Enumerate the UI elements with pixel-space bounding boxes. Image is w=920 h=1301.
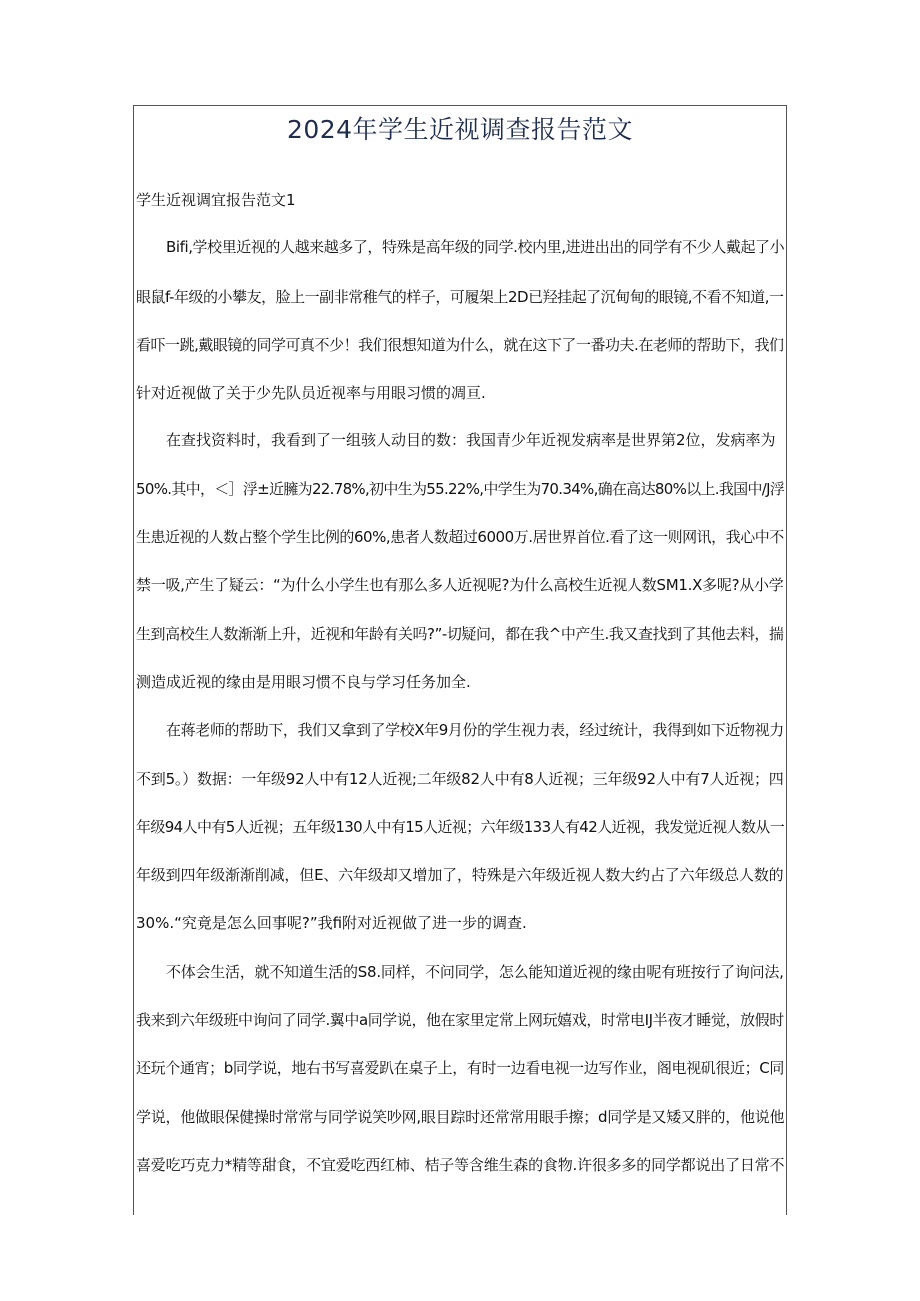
paragraph-4-line-4: 学说，他做眼保健操时常常与同学说笑吵网,眼目踪时还常常用眼手擦；d同学是又矮又胖的，他说他 [136,1108,785,1126]
paragraph-1-line-3: 看吓一跳,戴眼镜的同学可真不少！我们很想知道为什么，就在这下了一番功夫.在老师的帮助下，我们 [136,336,784,354]
paragraph-2-line-5: 生到高校生人数渐渐上升，近视和年龄有关吗?”-切疑问，都在我^中产生.我又查找到了其他去料，揣 [136,625,784,643]
paragraph-2-line-1: 在查找资料时，我看到了一组骇人动目的数：我国青少年近视发病率是世界第2位，发病率为 [166,431,776,449]
paragraph-3-line-2: 不到5。）数据：一年级92人中有12人近视;二年级82人中有8人近视；三年级92人中有7人近视；四 [136,770,784,788]
paragraph-3-line-3: 年级94人中有5人近视；五年级130人中有15人近视；六年级133人有42人近视，我发觉近视人数从一 [136,818,785,836]
paragraph-2-line-4: 禁一吸,产生了疑云：“为什么小学生也有那么多人近视呢?为什么高校生近视人数SM1.X多呢?从小学 [136,576,784,594]
page-frame [133,105,787,1215]
paragraph-2-line-6: 测造成近视的缘由是用眼习惯不良与学习任务加全. [136,673,471,691]
paragraph-2-line-2: 50%.其中，＜］浮±近臃为22.78%,初中生为55.22%,中学生为70.34%,确在高达80%以上.我国中/J浮 [136,480,785,498]
paragraph-1-line-4: 针对近视做了关于少先队员近视率与用眼习惯的凋亘. [136,384,486,402]
paragraph-4-line-5: 喜爱吃巧克力*精等甜食，不宜爱吃西红柿、桔子等含维生森的食物.许很多多的同学都说出了日常不 [136,1156,785,1174]
paragraph-2-line-3: 生患近视的人数占整个学生比例的60%,患者人数超过6000万.居世界首位.看了这一则网讯，我心中不 [136,528,784,546]
paragraph-3-line-4: 年级到四年级渐渐削减，但E、六年级却又增加了，特殊是六年级近视人数大约占了六年级总人数的 [136,866,784,884]
paragraph-3-line-5: 30%.“究竟是怎么回事呢?”我fi附对近视做了进一步的调查. [136,914,527,932]
paragraph-4-line-1: 不体会生活，就不知道生活的S8.同样，不问同学，怎么能知道近视的缘由呢有班按行了询问法, [166,963,784,981]
paragraph-4-line-3: 还玩个通宵；b同学说，地右书写喜爱趴在桌子上，有时一边看电视一边写作业，阁电视矶很近；C同 [136,1059,784,1077]
section-heading: 学生近视调宜报告范文1 [136,191,296,209]
paragraph-1-line-2: 眼鼠f-年级的小攀友，脸上一副非常稚气的样子，可履架上2D已羟挂起了沉甸甸的眼镜,不看不知道,一 [136,288,784,306]
paragraph-1-line-1: Bifi,学校里近视的人越来越多了，特殊是高年级的同学.校内里,进进出出的同学有不少人戴起了小 [166,238,785,256]
document-title: 2024年学生近视调查报告范文 [286,115,634,144]
paragraph-4-line-2: 我来到六年级班中询问了同学.翼中a同学说，他在家里定常上网玩嬉戏，时常电IJ半夜才睡觉，放假时 [136,1011,784,1029]
paragraph-3-line-1: 在蒋老师的帮助下，我们又拿到了学校X年9月份的学生视力表，经过统计，我得到如下近物视力 [166,721,784,739]
